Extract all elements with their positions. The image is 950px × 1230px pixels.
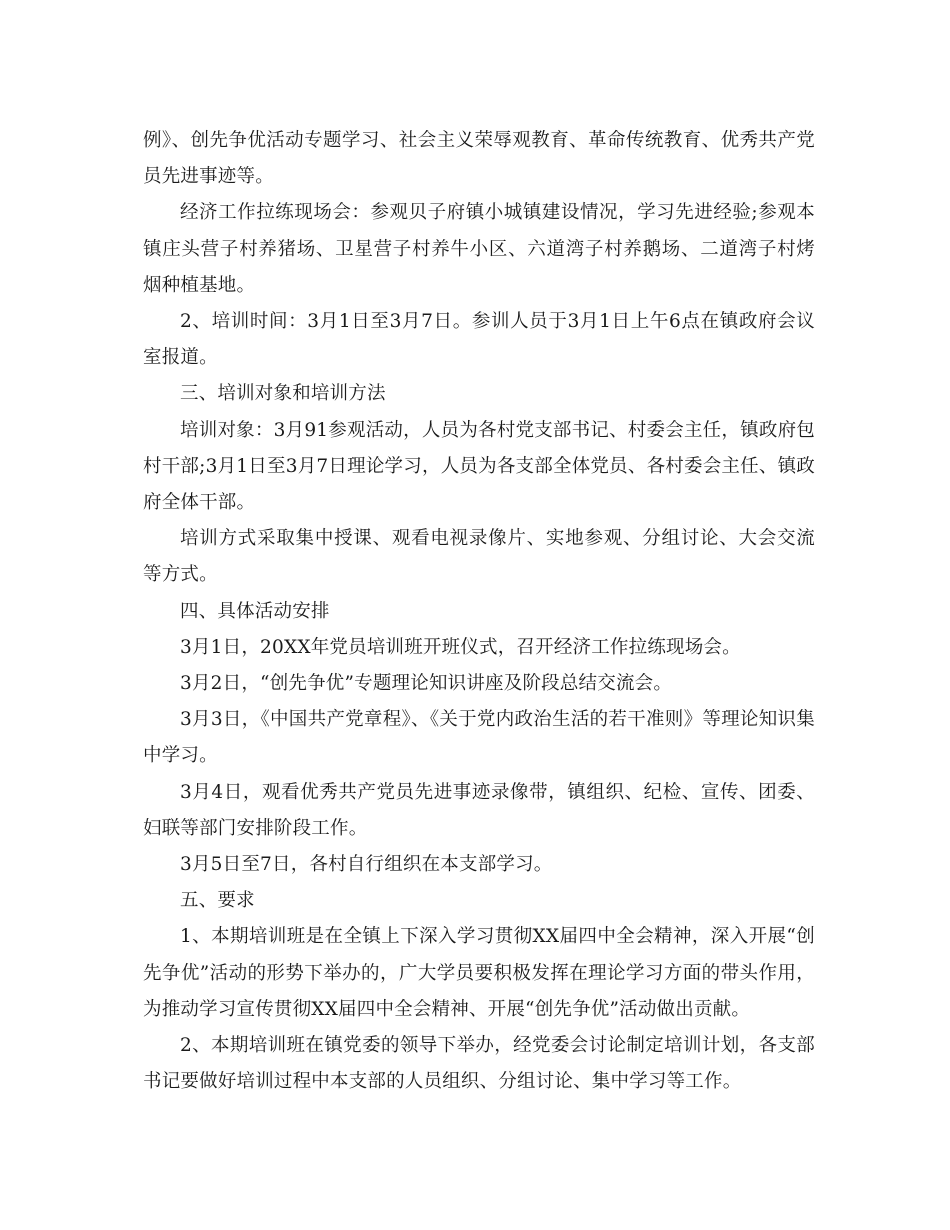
section-heading-requirements: 五、要求 (180, 890, 255, 912)
schedule-item-day-4: 3月4日，观看优秀共产党员先进事迹录像带，镇组织、纪检、宣传、团委、妇联等部门安排阶段工作。 (143, 781, 815, 839)
paragraph-economic-field-meeting: 经济工作拉练现场会：参观贝子府镇小城镇建设情况，学习先进经验;参观本镇庄头营子村养猪场、卫星营子村养牛小区、六道湾子村养鹅场、二道湾子村烤烟种植基地。 (143, 202, 815, 296)
schedule-item-day-5-7: 3月5日至7日，各村自行组织在本支部学习。 (180, 854, 553, 876)
section-heading-targets-methods: 三、培训对象和培训方法 (180, 383, 386, 405)
schedule-item-day-2: 3月2日，“创先争优”专题理论知识讲座及阶段总结交流会。 (180, 673, 673, 695)
paragraph-training-methods: 培训方式采取集中授课、观看电视录像片、实地参观、分组讨论、大会交流等方式。 (143, 528, 815, 586)
section-heading-activity-schedule: 四、具体活动安排 (180, 600, 330, 622)
schedule-item-day-1: 3月1日，20XX年党员培训班开班仪式，召开经济工作拉练现场会。 (180, 636, 741, 658)
schedule-item-day-3: 3月3日，《中国共产党章程》、《关于党内政治生活的若干准则》等理论知识集中学习。 (143, 709, 815, 767)
paragraph-training-time: 2、培训时间：3月1日至3月7日。参训人员于3月1日上午6点在镇政府会议室报道。 (143, 311, 815, 369)
paragraph-training-targets: 培训对象：3月91参观活动，人员为各村党支部书记、村委会主任，镇政府包村干部;3月1日至3月7日理论学习，人员为各支部全体党员、各村委会主任、镇政府全体干部。 (143, 419, 815, 514)
paragraph-continuation: 例》、创先争优活动专题学习、社会主义荣辱观教育、革命传统教育、优秀共产党员先进事迹等。 (143, 130, 815, 188)
requirement-item-2: 2、本期培训班在镇党委的领导下举办，经党委会讨论制定培训计划，各支部书记要做好培训过程中本支部的人员组织、分组讨论、集中学习等工作。 (143, 1035, 815, 1093)
requirement-item-1: 1、本期培训班是在全镇上下深入学习贯彻XX届四中全会精神，深入开展“创先争优”活动的形势下举办的，广大学员要积极发挥在理论学习方面的带头作用，为推动学习宣传贯彻XX届四中全会精神、开展“创先争优”活动做出贡献。 (143, 926, 815, 1020)
document-body (143, 123, 815, 1100)
